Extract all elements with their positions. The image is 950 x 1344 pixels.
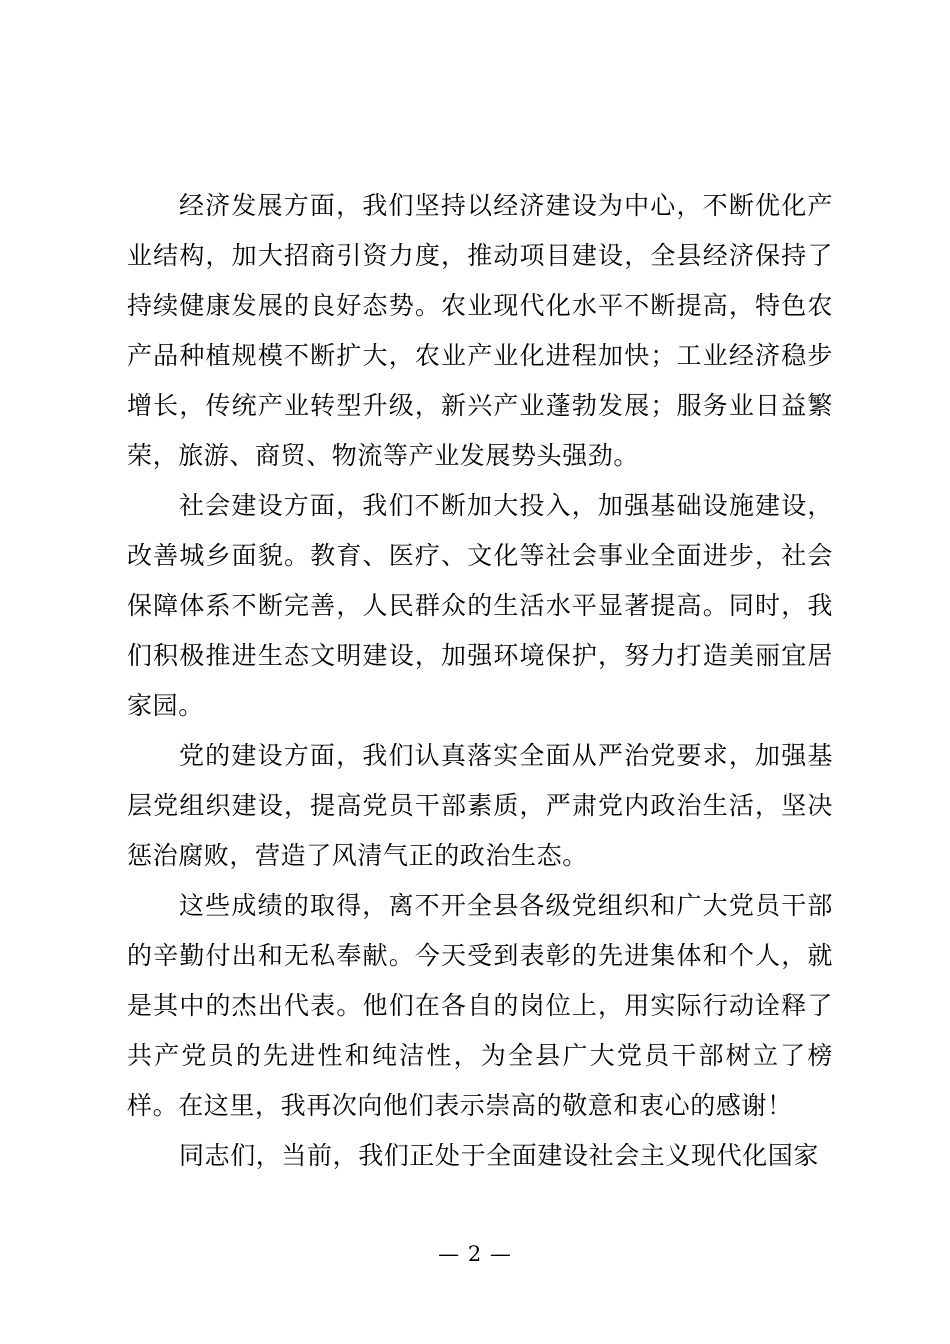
paragraph-party-building: 党的建设方面，我们认真落实全面从严治党要求，加强基层党组织建设，提高党员干部素质，严肃党内政治生活，坚决惩治腐败，营造了风清气正的政治生态。 xyxy=(127,741,833,870)
document-body xyxy=(127,181,833,1181)
paragraph-achievements: 这些成绩的取得，离不开全县各级党组织和广大党员干部的辛勤付出和无私奉献。今天受到表彰的先进集体和个人，就是其中的杰出代表。他们在各自的岗位上，用实际行动诠释了共产党员的先进性和纯洁性，为全县广大党员干部树立了榜样。在这里，我再次向他们表示崇高的敬意和衷心的感谢！ xyxy=(127,891,833,1120)
paragraph-social-construction: 社会建设方面，我们不断加大投入，加强基础设施建设，改善城乡面貌。教育、医疗、文化等社会事业全面进步，社会保障体系不断完善，人民群众的生活水平显著提高。同时，我们积极推进生态文明建设，加强环境保护，努力打造美丽宜居家园。 xyxy=(127,491,833,720)
page-number: — 2 — xyxy=(438,1242,512,1266)
paragraph-economic-development: 经济发展方面，我们坚持以经济建设为中心，不断优化产业结构，加大招商引资力度，推动项目建设，全县经济保持了持续健康发展的良好态势。农业现代化水平不断提高，特色农产品种植规模不断扩大，农业产业化进程加快；工业经济稳步增长，传统产业转型升级，新兴产业蓬勃发展；服务业日益繁荣，旅游、商贸、物流等产业发展势头强劲。 xyxy=(127,191,833,470)
paragraph-comrades: 同志们，当前，我们正处于全面建设社会主义现代化国家 xyxy=(179,1141,820,1170)
